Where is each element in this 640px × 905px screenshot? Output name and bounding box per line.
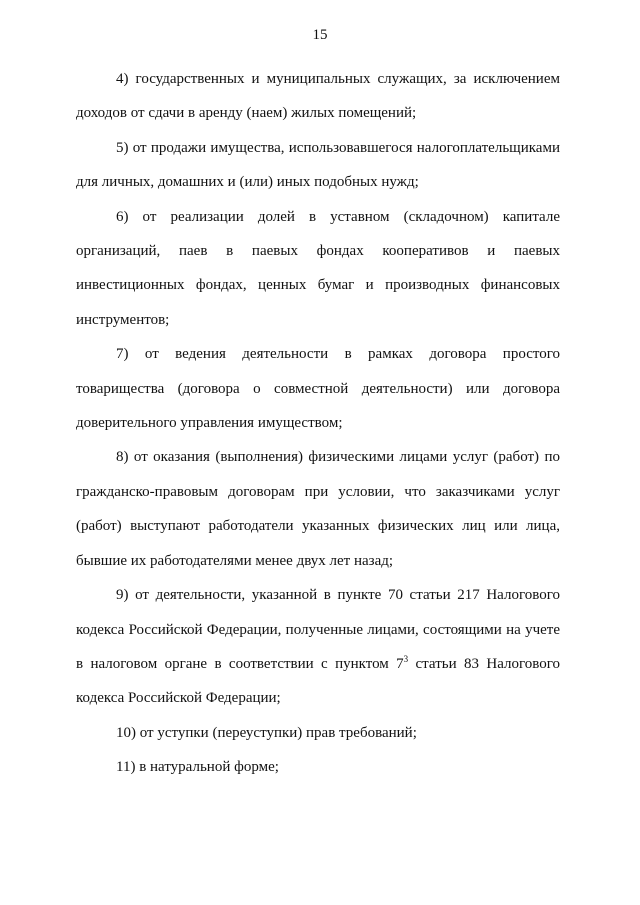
list-item-9 <box>76 578 560 716</box>
list-item-10: 10) от уступки (переуступки) прав требований; <box>116 724 417 741</box>
list-item-5: 5) от продажи имущества, использовавшегося налогоплательщиками для личных, домашних и (или) иных подобных нужд; <box>76 139 560 191</box>
list-item-6: 6) от реализации долей в уставном (складочном) капитале организаций, паев в паевых фондах кооперативов и паевых инвестиционных фондах, ценных бумаг и производных финансовых инструментов; <box>76 208 560 328</box>
list-item-9-text-before: 9) от деятельности, указанной в пункте 70 статьи 217 Налогового кодекса Российской Федерации, полученные лицами, состоящими на учете в налоговом органе в соответствии с пунктом 7 <box>76 587 560 672</box>
list-item-9-superscript: 3 <box>403 653 409 664</box>
list-item-8: 8) от оказания (выполнения) физическими лицами услуг (работ) по гражданско-правовым договорам при условии, что заказчиками услуг (работ) выступают работодатели указанных физических лиц или лица, бывшие их работодателями менее двух лет назад; <box>76 449 560 569</box>
list-item-4: 4) государственных и муниципальных служащих, за исключением доходов от сдачи в аренду (наем) жилых помещений; <box>76 71 560 122</box>
list-item-11: 11) в натуральной форме; <box>116 759 279 776</box>
list-item-9-text-after: статьи 83 Налогового кодекса Российской Федерации; <box>76 655 561 707</box>
page-number: 15 <box>312 27 328 43</box>
document-body <box>76 62 560 785</box>
list-item-7: 7) от ведения деятельности в рамках договора простого товарищества (договора о совместной деятельности) или договора доверительного управления имуществом; <box>76 346 560 432</box>
